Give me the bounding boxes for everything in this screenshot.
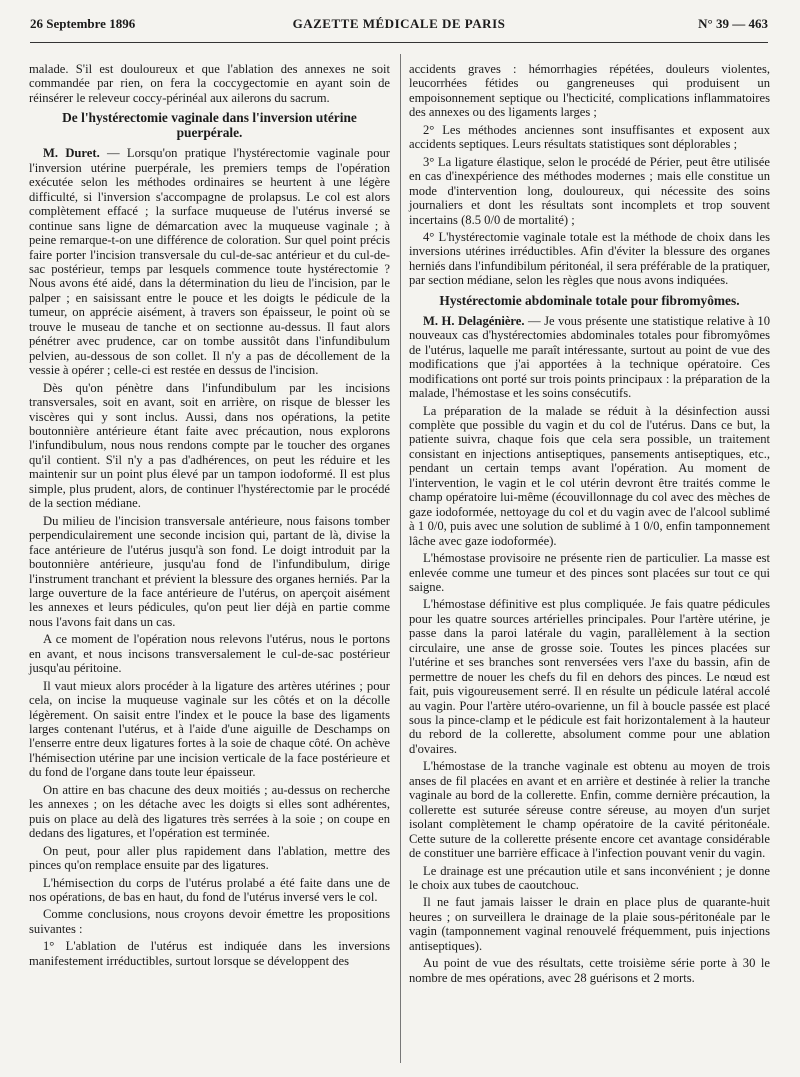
left-column <box>29 62 390 971</box>
paragraph: Il vaut mieux alors procéder à la ligature des artères utérines ; pour cela, on incise la muqueuse vaginale sur les côtés et on la décolle légèrement. On saisit entre l'index et le pouce la base des ligaments larges contenant l'utérus, et à l'aide d'une aiguille de Deschamps on l'enserre entre deux ligatures fortes à la soie de chaque côté. On achève l'hémisection utérine par une incision verticale de la face postérieure et du fond de l'organe dans toute leur épaisseur. <box>29 678 390 780</box>
paragraph <box>409 314 770 401</box>
paragraph: Le drainage est une précaution utile et sans inconvénient ; je donne le choix aux tubes de caoutchouc. <box>409 863 770 893</box>
paragraph: Il ne faut jamais laisser le drain en place plus de quarante-huit heures ; on surveillera le drainage de la plaie sous-péritonéale par le vagin (tamponnement vaginal renouvelé fréquemment, puis injections antiseptiques). <box>409 895 770 953</box>
paragraph: accidents graves : hémorrhagies répétées, douleurs violentes, leucorrhées fétides ou gangreneuses qui produisent un empoisonnement septique ou l'hecticité, complications inflammatoires des annexes ou des ligaments larges ; <box>409 62 770 120</box>
paragraph: L'hémisection du corps de l'utérus prolabé a été faite dans une de nos opérations, de bas en haut, du fond de l'utérus inversé vers le col. <box>29 875 390 905</box>
paragraph <box>29 146 390 377</box>
header-rule <box>30 42 768 43</box>
paragraph: malade. S'il est douloureux et que l'ablation des annexes ne soit commandée par rien, on fera la coccygectomie en ayant soin de réinsérer le releveur coccy-périnéal aux ailerons du sacrum. <box>29 62 390 105</box>
paragraph-text: — Je vous présente une statistique relative à 10 nouveaux cas d'hystérectomies abdominales totales pour fibromyômes de l'utérus, laquelle me paraît intéressante, surtout au point de vue des modifications que j'ai apportées à la technique opératoire. Ces modifications ont porté sur trois points principaux : la préparation de la malade, l'hémostase et les soins consécutifs. <box>409 313 770 401</box>
speaker-name: M. H. Delagénière. <box>423 313 525 328</box>
paragraph-text: — Lorsqu'on pratique l'hystérectomie vaginale pour l'inversion utérine puerpérale, les premiers temps de l'opération exécutée selon les méthodes ordinaires se heurtent à une légère difficulté, si l'inversion s'accompagne de prolapsus. Le col est alors complètement effacé ; la surface muqueuse de l'utérus inversé se continue sans ligne de démarcation avec la muqueuse vaginale ; à peine remarque-t-on une différence de coloration. Sur quel point précis faire porter l'incision transversale du cul-de-sac antérieur et du cul-de-sac postérieur, temps par lesquels commence toute hystérectomie ? Nous avons été aidé, dans la détermination du lieu de l'incision, par le palper ; en saisissant entre le pouce et les doigts le pédicule de la tumeur, on apprécie aisément, à travers son épaisseur, le point où se trouve le museau de tanche et on sectionne au-dessus. Il faut alors pénétrer avec prudence, car on tombe aussitôt dans l'infundibulum pelvien, au-dessous de son collet. Il n'y a pas de décollement de la vessie à opérer ; celle-ci est restée en dessus de l'incision. <box>29 146 390 378</box>
paragraph: On peut, pour aller plus rapidement dans l'ablation, mettre des pinces qu'on remplace ensuite par des ligatures. <box>29 843 390 873</box>
paragraph: Dès qu'on pénètre dans l'infundibulum par les incisions transversales, soit en avant, soit en arrière, on risque de blesser les viscères qui y sont inclus. Aussi, dans nos opérations, la petite boutonnière antérieure étant faite avec précaution, nous explorons l'infundibulum, nous nous rendons compte par le toucher des organes qu'il contient. S'il n'y a pas d'adhérences, on peut les réduire et les maintenir sur un point plus élevé par un tampon iodoformé. Il est plus simple, plus prudent, alors, de continuer l'hystérectomie par le procédé de la section médiane. <box>29 380 390 511</box>
paragraph: L'hémostase provisoire ne présente rien de particulier. La masse est enlevée comme une tumeur et des pinces sont placées sur tout ce qui saigne. <box>409 551 770 594</box>
paragraph: 4° L'hystérectomie vaginale totale est la méthode de choix dans les inversions utérines irréductibles. Afin d'éviter la blessure des organes herniés dans l'infundibilum péritonéal, il sera préférable de la pratiquer, par section médiane, selon les règles que nous avons indiquées. <box>409 229 770 288</box>
paragraph: L'hémostase définitive est plus compliquée. Je fais quatre pédicules pour les quatre sources artérielles principales. Pour l'artère utérine, je passe dans la paroi latérale du vagin, parallèlement à la section circulaire, une anse de grosse soie. Toutes les pinces placées sur l'utérine et ses branches sont renversées vers l'axe du bassin, afin de permettre de nouer les chefs du fil en dehors des pinces. Le nœud est fait, puis vigoureusement serré. Il en résulte un pédicule latéral accolé au vagin. Pour l'artère utéro-ovarienne, un fil à boucle passée est placé sous la pince-clamp et le pédicule est fait horizontalement à la hauteur du rebord de la collerette, absolument comme pour une ablation d'ovaires. <box>409 597 770 756</box>
paragraph: 1° L'ablation de l'utérus est indiquée dans les inversions manifestement irréductibles, surtout lorsque se développent des <box>29 939 390 968</box>
page-header <box>30 16 768 38</box>
paragraph: A ce moment de l'opération nous relevons l'utérus, nous le portons en avant, et nous incisons transversalement le cul-de-sac postérieur jusqu'au péritoine. <box>29 632 390 676</box>
journal-title: GAZETTE MÉDICALE DE PARIS <box>292 16 506 31</box>
paragraph: 3° La ligature élastique, selon le procédé de Périer, peut être utilisée en cas d'inexpérience des méthodes modernes ; mais elle constitue un mode d'intervention long, douloureux, qui nécessite des soins journaliers et dont les résultats sont incomplets et trop souvent incertains (8.5 0/0 de mortalité) ; <box>409 154 770 227</box>
issue-page-number: N° 39 — 463 <box>698 16 768 31</box>
issue-date: 26 Septembre 1896 <box>30 16 136 31</box>
paragraph: 2° Les méthodes anciennes sont insuffisantes et exposent aux accidents septiques. Leurs résultats statistiques sont déplorables ; <box>409 122 770 152</box>
right-column <box>409 62 770 988</box>
section-heading: Hystérectomie abdominale totale pour fibromyômes. <box>439 292 740 308</box>
column-separator <box>400 54 401 1063</box>
paragraph: On attire en bas chacune des deux moitiés ; au-dessus on recherche les annexes ; on les détache avec les doigts si elles sont adhérentes, puis on place au delà des ligatures très serrées à la soie ; on coupe en dedans des ligatures, et l'opération est terminée. <box>29 782 390 841</box>
speaker-name: M. Duret. <box>43 146 100 161</box>
paragraph: La préparation de la malade se réduit à la désinfection aussi complète que possible du vagin et du col de l'utérus. Dans ce but, la patiente suivra, chaque fois que cela sera possible, un traitement consistant en injections antiseptiques, pansements antiseptiques, etc., pendant un certain temps avant l'opération. Au moment de l'intervention, le vagin et le col utérin devront être traités comme le champ opératoire lui-même (écouvillonnage du col avec des mèches de gaze iodoformée, nettoyage du col et du vagin avec de l'alcool sublimé à 1 0/0, puis avec une solution de sublimé à 1 0/0, enfin tamponnement lâche avec gaze iodoformée). <box>409 403 770 548</box>
paragraph: Au point de vue des résultats, cette troisième série porte à 30 le nombre de mes opérations, avec 28 guérisons et 2 morts. <box>409 956 770 985</box>
paragraph: Comme conclusions, nous croyons devoir émettre les propositions suivantes : <box>29 907 390 936</box>
section-heading: De l'hystérectomie vaginale dans l'inversion utérine puerpérale. <box>62 110 357 141</box>
paragraph: L'hémostase de la tranche vaginale est obtenu au moyen de trois anses de fil placées en avant et en arrière et destinée à relier la tranche vaginale au bord de la collerette. Enfin, comme dernière précaution, la collerette est suturée séreuse contre séreuse, au moyen d'un surjet isolant complètement le champ opératoire de la cavité péritonéale. Cette suture de la collerette présente encore cet avantage considérable de constituer une barrière efficace à l'infection pouvant venir du vagin. <box>409 759 770 861</box>
paragraph: Du milieu de l'incision transversale antérieure, nous faisons tomber perpendiculairement une seconde incision qui, partant de là, divise la face antérieure de l'utérus jusqu'à son fond. Le doigt introduit par la boutonnière antérieure, jusqu'au fond de l'infundibulum, dirige l'instrument tranchant et prévient la blessure des organes herniés. Par la large ouverture de la face antérieure de l'utérus, on aperçoit aisément les annexes et leurs pédicules, qu'on peut lier déjà en partie comme nous l'avons fait dans un cas. <box>29 513 390 629</box>
